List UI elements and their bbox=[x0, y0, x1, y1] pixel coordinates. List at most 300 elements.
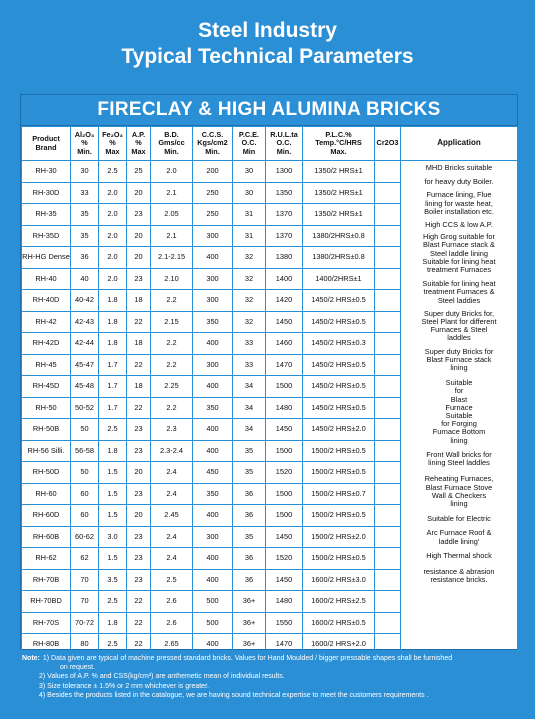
table-cell: 300 bbox=[193, 225, 233, 247]
application-line: lining Steel laddles bbox=[428, 458, 490, 468]
table-cell: 36+ bbox=[233, 591, 266, 613]
note-2: 2) Values of A.P. % and CSS(kg/cm²) are anthemetic mean of individual results. bbox=[39, 673, 285, 681]
header-text: Min. bbox=[276, 146, 292, 156]
product-brand-cell: RH-HG Dense bbox=[22, 247, 71, 269]
application-line: Suitable for Electric bbox=[427, 514, 491, 524]
application-note bbox=[403, 191, 515, 216]
parameters-table bbox=[21, 126, 518, 679]
application-line: lining bbox=[450, 498, 468, 508]
table-cell: 33 bbox=[233, 354, 266, 376]
application-line: Blast Furnace Stove bbox=[425, 482, 493, 492]
table-cell: 1500/2 HRS±0.5 bbox=[303, 462, 375, 484]
header-text: Kgs/cm2 bbox=[197, 138, 228, 148]
product-brand-cell: RH-80B bbox=[22, 634, 71, 656]
application-line: High CCS & low A.P. bbox=[425, 220, 493, 230]
table-cell: 2.45 bbox=[151, 505, 193, 527]
table-cell: 1380/2HRS±0.8 bbox=[303, 247, 375, 269]
header-text: Fe₂O₃ bbox=[102, 129, 123, 139]
table-cell: 400 bbox=[193, 548, 233, 570]
application-line: treatment Furnaces bbox=[426, 265, 492, 275]
product-brand-cell: RH-35 bbox=[22, 204, 71, 226]
application-line: lining bbox=[450, 435, 468, 445]
table-cell: 2.2 bbox=[151, 354, 193, 376]
table-cell bbox=[375, 311, 401, 333]
application-line: Steel Plant for different bbox=[421, 317, 497, 327]
table-cell: 1500 bbox=[266, 505, 303, 527]
table-cell: 1400 bbox=[266, 268, 303, 290]
table-cell: 1370 bbox=[266, 225, 303, 247]
table-cell: 2.1-2.15 bbox=[151, 247, 193, 269]
table-cell bbox=[375, 376, 401, 398]
application-line: Furnace bbox=[445, 402, 473, 412]
table-cell: 22 bbox=[127, 397, 151, 419]
table-cell: 32 bbox=[233, 268, 266, 290]
application-line: Blast Furnace stack & bbox=[423, 240, 495, 250]
table-cell: 1450/2 HRS±0.5 bbox=[303, 397, 375, 419]
application-note bbox=[403, 233, 515, 274]
table-cell: 2.0 bbox=[99, 204, 127, 226]
product-brand-cell: RH-50B bbox=[22, 419, 71, 441]
table-cell bbox=[375, 161, 401, 183]
table-cell: 31 bbox=[233, 204, 266, 226]
table-cell: 1450/2 HRS±0.5 bbox=[303, 290, 375, 312]
header-text: P.C.E. bbox=[238, 129, 260, 139]
header-text: % bbox=[135, 138, 142, 148]
table-cell: 3.5 bbox=[99, 569, 127, 591]
header-text: Min bbox=[242, 146, 256, 156]
application-note bbox=[403, 379, 515, 445]
application-line: Blast Furnace stack bbox=[426, 354, 492, 364]
table-cell: 50-52 bbox=[71, 397, 99, 419]
table-cell: 1.5 bbox=[99, 548, 127, 570]
table-cell: 36 bbox=[71, 247, 99, 269]
table-cell: 1380 bbox=[266, 247, 303, 269]
column-header bbox=[375, 127, 401, 161]
table-cell: 2.4 bbox=[151, 548, 193, 570]
header-text: P.L.C.% bbox=[325, 129, 352, 139]
table-cell: 400 bbox=[193, 376, 233, 398]
notes bbox=[22, 654, 522, 700]
table-cell: 300 bbox=[193, 354, 233, 376]
table-cell: 400 bbox=[193, 505, 233, 527]
table-cell bbox=[375, 290, 401, 312]
table-cell: 1.8 bbox=[99, 311, 127, 333]
application-line: MHD Bricks suitable bbox=[425, 163, 493, 172]
table-cell: 2.0 bbox=[99, 247, 127, 269]
application-line: treatment Furnaces & bbox=[423, 287, 495, 297]
table-cell: 350 bbox=[193, 397, 233, 419]
product-brand-cell: RH-40 bbox=[22, 268, 71, 290]
table-cell bbox=[375, 333, 401, 355]
table-cell: 1380/2HRS±0.8 bbox=[303, 225, 375, 247]
table-cell: 20 bbox=[127, 182, 151, 204]
table-cell: 350 bbox=[193, 311, 233, 333]
table-cell: 35 bbox=[71, 225, 99, 247]
table-cell: 32 bbox=[233, 311, 266, 333]
application-line: High Grog suitable for bbox=[423, 232, 495, 242]
table-cell: 2.5 bbox=[99, 419, 127, 441]
application-cell bbox=[401, 161, 518, 679]
application-line: laddles bbox=[447, 333, 471, 343]
table-cell: 23 bbox=[127, 204, 151, 226]
header-text: Application bbox=[437, 138, 481, 148]
application-line: for Forging bbox=[441, 419, 477, 429]
table-cell: 2.5 bbox=[99, 634, 127, 656]
table-cell: 2.5 bbox=[99, 591, 127, 613]
header-text: R.U.L.ta bbox=[270, 129, 298, 139]
table-cell: 40-42 bbox=[71, 290, 99, 312]
table-cell bbox=[375, 462, 401, 484]
table-cell: 1500/2 HRS±0.5 bbox=[303, 548, 375, 570]
table-cell: 35 bbox=[233, 440, 266, 462]
header-text: Max bbox=[131, 146, 146, 156]
application-line: lining bbox=[450, 363, 468, 373]
table-cell bbox=[375, 569, 401, 591]
table-cell bbox=[375, 440, 401, 462]
title-block bbox=[0, 18, 535, 70]
header-text: Min. bbox=[77, 146, 92, 156]
column-header bbox=[303, 127, 375, 161]
table-cell: 1420 bbox=[266, 290, 303, 312]
header-text: % bbox=[109, 138, 116, 148]
table-cell: 250 bbox=[193, 204, 233, 226]
note-3: 3) Size tolerance ± 1.5% or 2 mm whichever is greater. bbox=[39, 682, 209, 690]
application-note bbox=[403, 529, 515, 545]
table-cell: 62 bbox=[71, 548, 99, 570]
application-line: Furnaces & Steel bbox=[430, 325, 488, 335]
application-note bbox=[403, 552, 515, 560]
header-text: O.C. bbox=[241, 138, 257, 148]
table-cell: 400 bbox=[193, 333, 233, 355]
table-cell: 1470 bbox=[266, 354, 303, 376]
column-header bbox=[401, 127, 518, 161]
column-header bbox=[99, 127, 127, 161]
table-cell: 2.6 bbox=[151, 591, 193, 613]
table-cell bbox=[375, 526, 401, 548]
table-cell: 32 bbox=[233, 290, 266, 312]
table-cell: 20 bbox=[127, 505, 151, 527]
table-cell: 1300 bbox=[266, 161, 303, 183]
table-cell: 1450 bbox=[266, 311, 303, 333]
table-cell: 20 bbox=[127, 462, 151, 484]
table-cell: 23 bbox=[127, 526, 151, 548]
product-brand-cell: RH-62 bbox=[22, 548, 71, 570]
table-cell: 23 bbox=[127, 569, 151, 591]
table-cell: 36+ bbox=[233, 612, 266, 634]
table-cell: 1370 bbox=[266, 204, 303, 226]
table-cell: 45-48 bbox=[71, 376, 99, 398]
table-cell: 350 bbox=[193, 483, 233, 505]
column-header bbox=[193, 127, 233, 161]
table-cell: 500 bbox=[193, 591, 233, 613]
table-cell: 2.1 bbox=[151, 225, 193, 247]
table-cell: 400 bbox=[193, 569, 233, 591]
product-brand-cell: RH-60D bbox=[22, 505, 71, 527]
notes-label: Note: bbox=[22, 655, 40, 662]
application-line: High Thermal shock bbox=[426, 550, 492, 560]
note-1-cont: on request. bbox=[60, 664, 96, 672]
table-cell: 1.7 bbox=[99, 397, 127, 419]
table-cell: 1.8 bbox=[99, 333, 127, 355]
table-cell: 30 bbox=[71, 161, 99, 183]
column-header bbox=[266, 127, 303, 161]
table-cell: 22 bbox=[127, 311, 151, 333]
application-line: Furnace Bottom bbox=[432, 427, 486, 437]
table-cell: 1.5 bbox=[99, 462, 127, 484]
header-text: Max. bbox=[330, 146, 347, 156]
table-cell: 2.0 bbox=[99, 225, 127, 247]
table-cell: 1500/2 HRS±0.5 bbox=[303, 505, 375, 527]
table-cell: 1550 bbox=[266, 612, 303, 634]
table-cell: 42-44 bbox=[71, 333, 99, 355]
header-text: Cr2O3 bbox=[376, 138, 399, 148]
table-cell: 2.6 bbox=[151, 612, 193, 634]
application-note bbox=[403, 178, 515, 186]
table-cell: 1520 bbox=[266, 462, 303, 484]
table-cell: 30 bbox=[233, 161, 266, 183]
table-cell: 2.25 bbox=[151, 376, 193, 398]
table-cell bbox=[375, 247, 401, 269]
table-cell: 1470 bbox=[266, 634, 303, 656]
application-line: Blast bbox=[450, 394, 468, 404]
application-line: Super duty Bricks for bbox=[424, 346, 494, 356]
application-line: Front Wall bricks for bbox=[426, 449, 492, 459]
table-cell: 60-62 bbox=[71, 526, 99, 548]
application-line: laddle lining' bbox=[438, 536, 480, 546]
table-cell: 2.0 bbox=[151, 161, 193, 183]
table-cell: 1450/2 HRS±0.3 bbox=[303, 333, 375, 355]
product-brand-cell: RH-56 Silli. bbox=[22, 440, 71, 462]
table-cell: 1480 bbox=[266, 591, 303, 613]
table-cell: 1450 bbox=[266, 569, 303, 591]
product-brand-cell: RH-42D bbox=[22, 333, 71, 355]
table-cell: 18 bbox=[127, 333, 151, 355]
product-brand-cell: RH-70BD bbox=[22, 591, 71, 613]
table-cell: 2.5 bbox=[99, 161, 127, 183]
product-brand-cell: RH-70B bbox=[22, 569, 71, 591]
table-cell: 1350/2 HRS±1 bbox=[303, 182, 375, 204]
table-cell bbox=[375, 204, 401, 226]
table-cell: 1600/2 HRS±2.5 bbox=[303, 591, 375, 613]
table-cell: 2.2 bbox=[151, 290, 193, 312]
table-cell: 45-47 bbox=[71, 354, 99, 376]
table-cell: 1350/2 HRS±1 bbox=[303, 204, 375, 226]
application-line: Wall & Checkers bbox=[431, 490, 487, 500]
column-header bbox=[22, 127, 71, 161]
section-banner: FIRECLAY & HIGH ALUMINA BRICKS bbox=[21, 95, 517, 126]
header-text: Product bbox=[32, 133, 60, 143]
application-note bbox=[403, 310, 515, 343]
table-cell: 22 bbox=[127, 612, 151, 634]
application-line: Boiler installation etc. bbox=[424, 206, 494, 216]
header-text: Brand bbox=[35, 142, 57, 152]
table-cell: 1450/2 HRS±0.5 bbox=[303, 376, 375, 398]
application-line: Super duty Bricks for, bbox=[423, 308, 495, 318]
table-cell: 2.05 bbox=[151, 204, 193, 226]
application-line: lining for waste heat, bbox=[425, 198, 493, 208]
product-brand-cell: RH-40D bbox=[22, 290, 71, 312]
table-cell bbox=[375, 419, 401, 441]
column-header bbox=[151, 127, 193, 161]
table-cell bbox=[375, 354, 401, 376]
table-cell: 400 bbox=[193, 634, 233, 656]
application-line: for heavy duty Boiler. bbox=[424, 177, 494, 187]
table-cell: 33 bbox=[71, 182, 99, 204]
title-line-2: Typical Technical Parameters bbox=[121, 45, 414, 68]
table-cell: 1.8 bbox=[99, 612, 127, 634]
application-line: Suitable for lining heat bbox=[422, 279, 496, 289]
table-cell: 2.5 bbox=[151, 569, 193, 591]
table-cell bbox=[375, 182, 401, 204]
table-cell: 2.2 bbox=[151, 397, 193, 419]
table-cell: 20 bbox=[127, 247, 151, 269]
application-line: resistance bricks. bbox=[430, 575, 488, 585]
table-cell: 300 bbox=[193, 526, 233, 548]
table-cell: 35 bbox=[233, 462, 266, 484]
table-cell: 35 bbox=[71, 204, 99, 226]
table-cell: 1450 bbox=[266, 419, 303, 441]
table-cell: 34 bbox=[233, 376, 266, 398]
table-cell: 400 bbox=[193, 247, 233, 269]
table-cell: 1.5 bbox=[99, 483, 127, 505]
product-brand-cell: RH-70S bbox=[22, 612, 71, 634]
table-cell bbox=[375, 548, 401, 570]
table-cell bbox=[375, 397, 401, 419]
table-cell: 1600/2 HRS±0.5 bbox=[303, 612, 375, 634]
table-cell: 1.5 bbox=[99, 505, 127, 527]
product-brand-cell: RH-30D bbox=[22, 182, 71, 204]
note-4: 4) Besides the products listed in the catalogue, we are having sound technical expertise to meet the customers requirements . bbox=[39, 691, 429, 699]
table-cell: 56-58 bbox=[71, 440, 99, 462]
table-cell: 22 bbox=[127, 634, 151, 656]
table-cell: 18 bbox=[127, 376, 151, 398]
table-cell: 2.4 bbox=[151, 462, 193, 484]
table-cell: 2.0 bbox=[99, 268, 127, 290]
application-line: Suitable bbox=[445, 411, 473, 421]
application-line: Steel laddies bbox=[437, 295, 481, 305]
table-cell: 2.4 bbox=[151, 483, 193, 505]
table-cell: 1.8 bbox=[99, 290, 127, 312]
table-cell: 450 bbox=[193, 462, 233, 484]
column-header bbox=[233, 127, 266, 161]
table-cell: 1450/2 HRS±0.5 bbox=[303, 354, 375, 376]
table-cell: 400 bbox=[193, 419, 233, 441]
table-cell: 1450/2 HRS±2.0 bbox=[303, 419, 375, 441]
table-cell: 1500/2 HRS±0.5 bbox=[303, 440, 375, 462]
header-row bbox=[22, 127, 518, 161]
table-cell: 25 bbox=[127, 161, 151, 183]
table-cell: 400 bbox=[193, 440, 233, 462]
table-cell: 300 bbox=[193, 268, 233, 290]
table-cell: 1520 bbox=[266, 548, 303, 570]
table-cell: 200 bbox=[193, 161, 233, 183]
table-cell bbox=[375, 483, 401, 505]
table-cell bbox=[375, 634, 401, 656]
table-cell: 1480 bbox=[266, 397, 303, 419]
table-cell: 70 bbox=[71, 569, 99, 591]
header-text: % bbox=[81, 138, 88, 148]
header-text: A.P. bbox=[131, 129, 146, 139]
application-note bbox=[403, 451, 515, 467]
title-line-1: Steel Industry bbox=[198, 19, 337, 42]
product-brand-cell: RH-60 bbox=[22, 483, 71, 505]
application-note bbox=[403, 475, 515, 508]
product-brand-cell: RH-60B bbox=[22, 526, 71, 548]
table-cell: 22 bbox=[127, 591, 151, 613]
header-text: Al₂O₃ bbox=[74, 129, 95, 139]
application-note bbox=[403, 348, 515, 373]
table-cell: 50 bbox=[71, 462, 99, 484]
table-cell: 60 bbox=[71, 505, 99, 527]
table-cell bbox=[375, 505, 401, 527]
application-line: Arc Furnace Roof & bbox=[426, 528, 492, 538]
table-cell: 36 bbox=[233, 569, 266, 591]
table-cell: 1400/2HRS±1 bbox=[303, 268, 375, 290]
table-cell: 1500 bbox=[266, 483, 303, 505]
application-note bbox=[403, 568, 515, 584]
table-cell: 50 bbox=[71, 419, 99, 441]
application-line: Reheating Furnaces, bbox=[424, 474, 494, 484]
table-cell: 60 bbox=[71, 483, 99, 505]
table-cell: 1350/2 HRS±1 bbox=[303, 161, 375, 183]
column-header bbox=[71, 127, 99, 161]
table-cell: 2.1 bbox=[151, 182, 193, 204]
header-text: Min. bbox=[205, 146, 220, 156]
table-cell: 35 bbox=[233, 526, 266, 548]
table-cell: 2.65 bbox=[151, 634, 193, 656]
application-line: Suitable bbox=[445, 378, 473, 388]
application-note bbox=[403, 221, 515, 229]
table-cell: 36 bbox=[233, 548, 266, 570]
table-cell: 250 bbox=[193, 182, 233, 204]
table-cell: 2.2 bbox=[151, 333, 193, 355]
table-cell: 1600/2 HRS±3.0 bbox=[303, 569, 375, 591]
table-cell bbox=[375, 591, 401, 613]
table-cell: 2.3-2.4 bbox=[151, 440, 193, 462]
table-cell: 1500 bbox=[266, 376, 303, 398]
table-cell: 3.0 bbox=[99, 526, 127, 548]
table-row bbox=[22, 161, 518, 183]
table-cell: 34 bbox=[233, 419, 266, 441]
table-cell bbox=[375, 268, 401, 290]
product-brand-cell: RH-45 bbox=[22, 354, 71, 376]
product-brand-cell: RH-50D bbox=[22, 462, 71, 484]
application-line: Suitable for lining heat bbox=[422, 256, 496, 266]
header-text: O.C. bbox=[276, 138, 292, 148]
table-cell: 80 bbox=[71, 634, 99, 656]
table-body bbox=[22, 161, 518, 679]
header-text: Gms/cc bbox=[158, 138, 185, 148]
application-note bbox=[403, 515, 515, 523]
table-cell: 36 bbox=[233, 505, 266, 527]
table-cell: 42-43 bbox=[71, 311, 99, 333]
table-cell: 70 bbox=[71, 591, 99, 613]
table-cell: 22 bbox=[127, 354, 151, 376]
table-cell: 2.10 bbox=[151, 268, 193, 290]
product-brand-cell: RH-45D bbox=[22, 376, 71, 398]
application-line: for bbox=[454, 386, 464, 396]
table-cell: 1350 bbox=[266, 182, 303, 204]
table-cell: 23 bbox=[127, 419, 151, 441]
table-cell: 1600/2 HRS+2.0 bbox=[303, 634, 375, 656]
application-line: Furnace lining, Flue bbox=[426, 190, 492, 200]
table-cell: 34 bbox=[233, 397, 266, 419]
table-cell: 33 bbox=[233, 333, 266, 355]
table-cell: 70-72 bbox=[71, 612, 99, 634]
table-cell: 1460 bbox=[266, 333, 303, 355]
table-cell: 1450 bbox=[266, 526, 303, 548]
application-note bbox=[403, 280, 515, 305]
